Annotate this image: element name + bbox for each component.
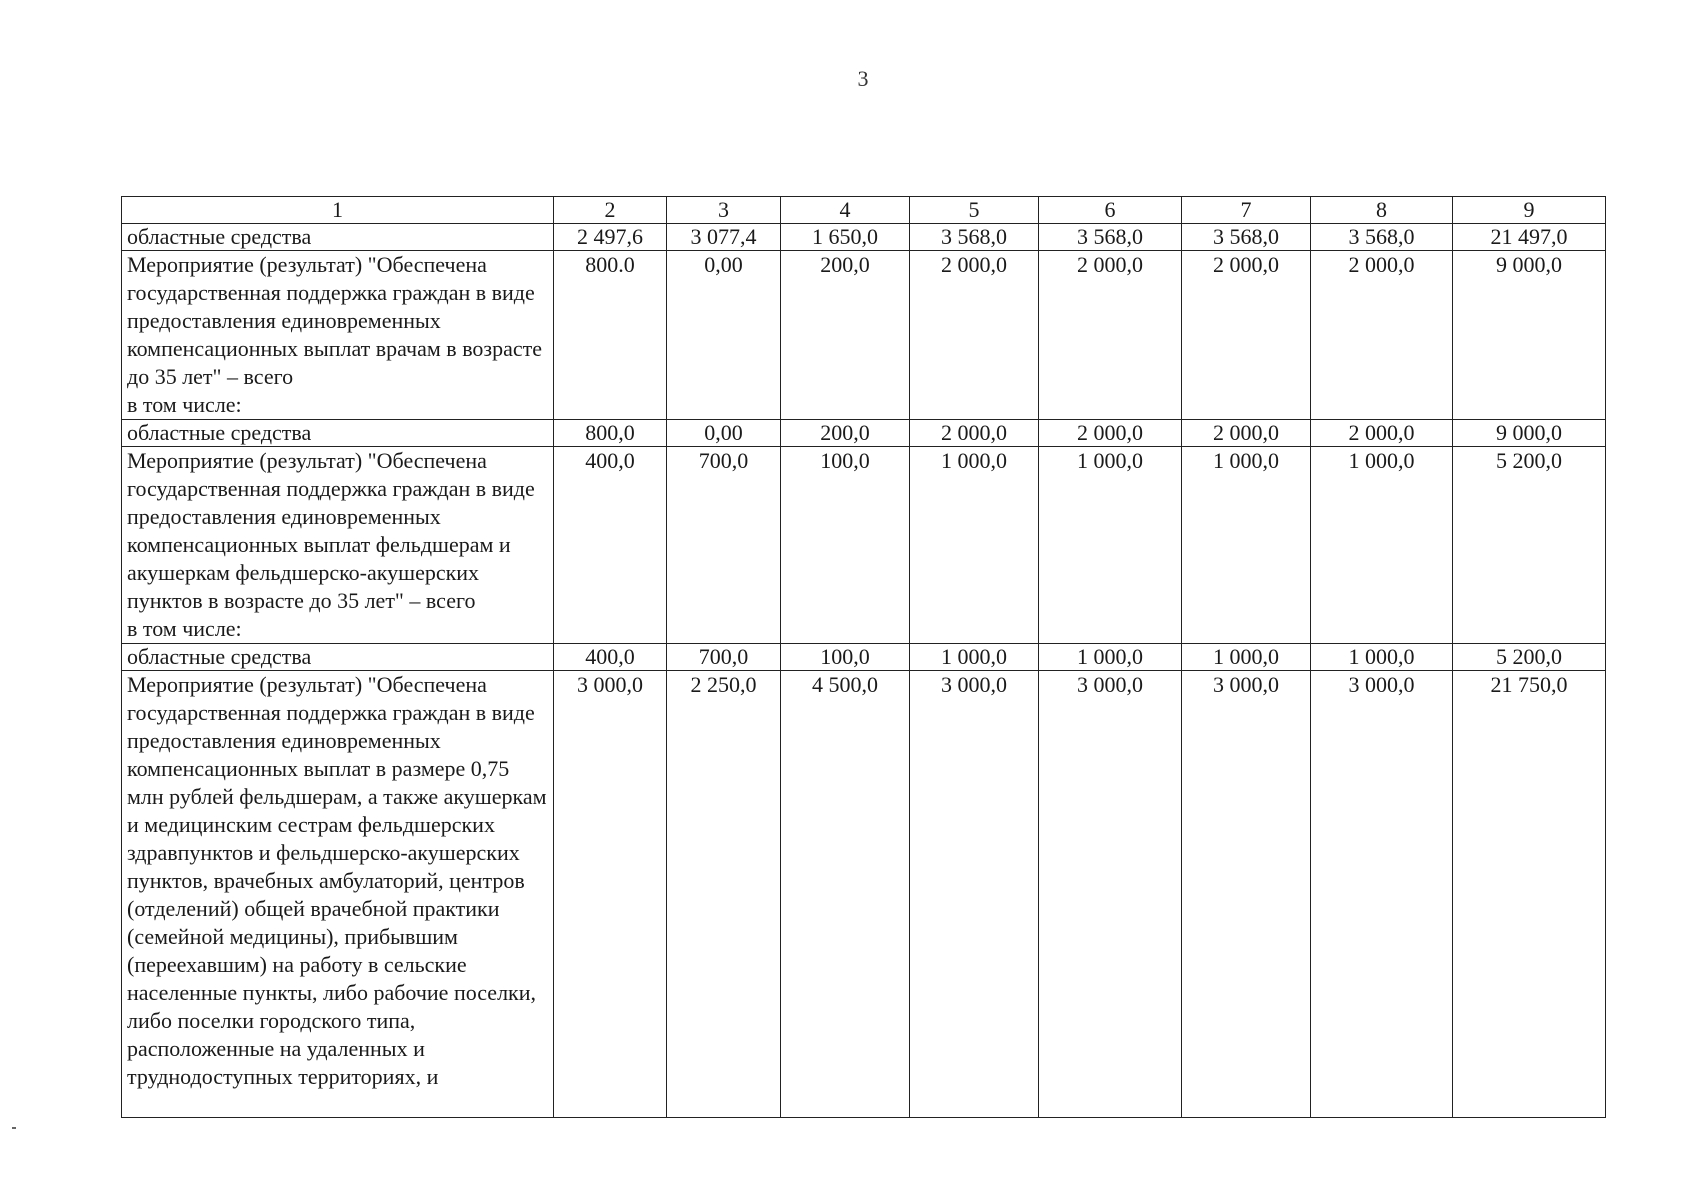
value-cell: 3 000,0 [1182, 671, 1311, 1118]
value-cell: 4 500,0 [781, 671, 910, 1118]
value-cell: 800.0 [554, 251, 667, 420]
measure-description: Мероприятие (результат) "Обеспечена государственная поддержка граждан в виде предоставления единовременных компенсационных выплат в размере 0,75 млн рублей фельдшерам, а также акушеркам и медицинским сестрам фельдшерских здравпунктов и фельдшерско-акушерских пунктов, врачебных амбулаторий, центров (отделений) общей врачебной практики (семейной медицины), прибывшим (переехавшим) на работу в сельские населенные пункты, либо рабочие поселки, либо поселки городского типа, расположенные на удаленных и труднодоступных территориях, и [122, 671, 554, 1118]
value-cell: 2 000,0 [910, 251, 1039, 420]
budget-table [121, 196, 1606, 1118]
value-cell: 9 000,0 [1453, 251, 1606, 420]
value-cell: 800,0 [554, 420, 667, 447]
value-cell: 21 497,0 [1453, 224, 1606, 251]
header-row [122, 197, 1606, 224]
header-cell: 7 [1182, 197, 1311, 224]
value-cell: 2 000,0 [1311, 420, 1453, 447]
value-cell: 1 000,0 [1311, 644, 1453, 671]
value-cell: 1 650,0 [781, 224, 910, 251]
value-cell: 2 497,6 [554, 224, 667, 251]
header-cell: 9 [1453, 197, 1606, 224]
value-cell: 3 568,0 [1182, 224, 1311, 251]
value-cell: 200,0 [781, 420, 910, 447]
funding-source-row [122, 224, 1606, 251]
value-cell: 3 568,0 [1311, 224, 1453, 251]
value-cell: 3 000,0 [1311, 671, 1453, 1118]
header-cell: 6 [1039, 197, 1182, 224]
header-cell: 1 [122, 197, 554, 224]
value-cell: 0,00 [667, 251, 781, 420]
measure-row [122, 671, 1606, 1118]
value-cell: 5 200,0 [1453, 447, 1606, 644]
value-cell: 3 000,0 [554, 671, 667, 1118]
header-cell: 5 [910, 197, 1039, 224]
value-cell: 1 000,0 [1182, 447, 1311, 644]
funding-source-label: областные средства [122, 224, 554, 251]
header-cell: 4 [781, 197, 910, 224]
value-cell: 1 000,0 [1039, 644, 1182, 671]
value-cell: 1 000,0 [1039, 447, 1182, 644]
value-cell: 700,0 [667, 447, 781, 644]
value-cell: 200,0 [781, 251, 910, 420]
value-cell: 1 000,0 [1311, 447, 1453, 644]
funding-source-label: областные средства [122, 644, 554, 671]
value-cell: 1 000,0 [910, 644, 1039, 671]
value-cell: 400,0 [554, 447, 667, 644]
funding-source-row [122, 644, 1606, 671]
measure-row [122, 251, 1606, 420]
value-cell: 400,0 [554, 644, 667, 671]
value-cell: 2 000,0 [1039, 251, 1182, 420]
value-cell: 100,0 [781, 644, 910, 671]
value-cell: 3 077,4 [667, 224, 781, 251]
value-cell: 0,00 [667, 420, 781, 447]
value-cell: 5 200,0 [1453, 644, 1606, 671]
header-cell: 2 [554, 197, 667, 224]
value-cell: 9 000,0 [1453, 420, 1606, 447]
value-cell: 2 000,0 [910, 420, 1039, 447]
value-cell: 100,0 [781, 447, 910, 644]
header-cell: 3 [667, 197, 781, 224]
measure-description: Мероприятие (результат) "Обеспечена государственная поддержка граждан в виде предоставления единовременных компенсационных выплат фельдшерам и акушеркам фельдшерско-акушерских пунктов в возрасте до 35 лет" – всего в том числе: [122, 447, 554, 644]
value-cell: 21 750,0 [1453, 671, 1606, 1118]
value-cell: 1 000,0 [1182, 644, 1311, 671]
value-cell: 2 000,0 [1039, 420, 1182, 447]
value-cell: 2 000,0 [1182, 251, 1311, 420]
value-cell: 2 000,0 [1311, 251, 1453, 420]
value-cell: 3 568,0 [910, 224, 1039, 251]
value-cell: 2 000,0 [1182, 420, 1311, 447]
page-number: 3 [857, 66, 869, 91]
value-cell: 2 250,0 [667, 671, 781, 1118]
value-cell: 3 568,0 [1039, 224, 1182, 251]
header-cell: 8 [1311, 197, 1453, 224]
measure-description: Мероприятие (результат) "Обеспечена государственная поддержка граждан в виде предоставления единовременных компенсационных выплат врачам в возрасте до 35 лет" – всего в том числе: [122, 251, 554, 420]
measure-row [122, 447, 1606, 644]
value-cell: 3 000,0 [910, 671, 1039, 1118]
value-cell: 1 000,0 [910, 447, 1039, 644]
funding-source-row [122, 420, 1606, 447]
scan-artifact [12, 1127, 16, 1129]
value-cell: 700,0 [667, 644, 781, 671]
value-cell: 3 000,0 [1039, 671, 1182, 1118]
table-body [122, 197, 1606, 1118]
funding-source-label: областные средства [122, 420, 554, 447]
